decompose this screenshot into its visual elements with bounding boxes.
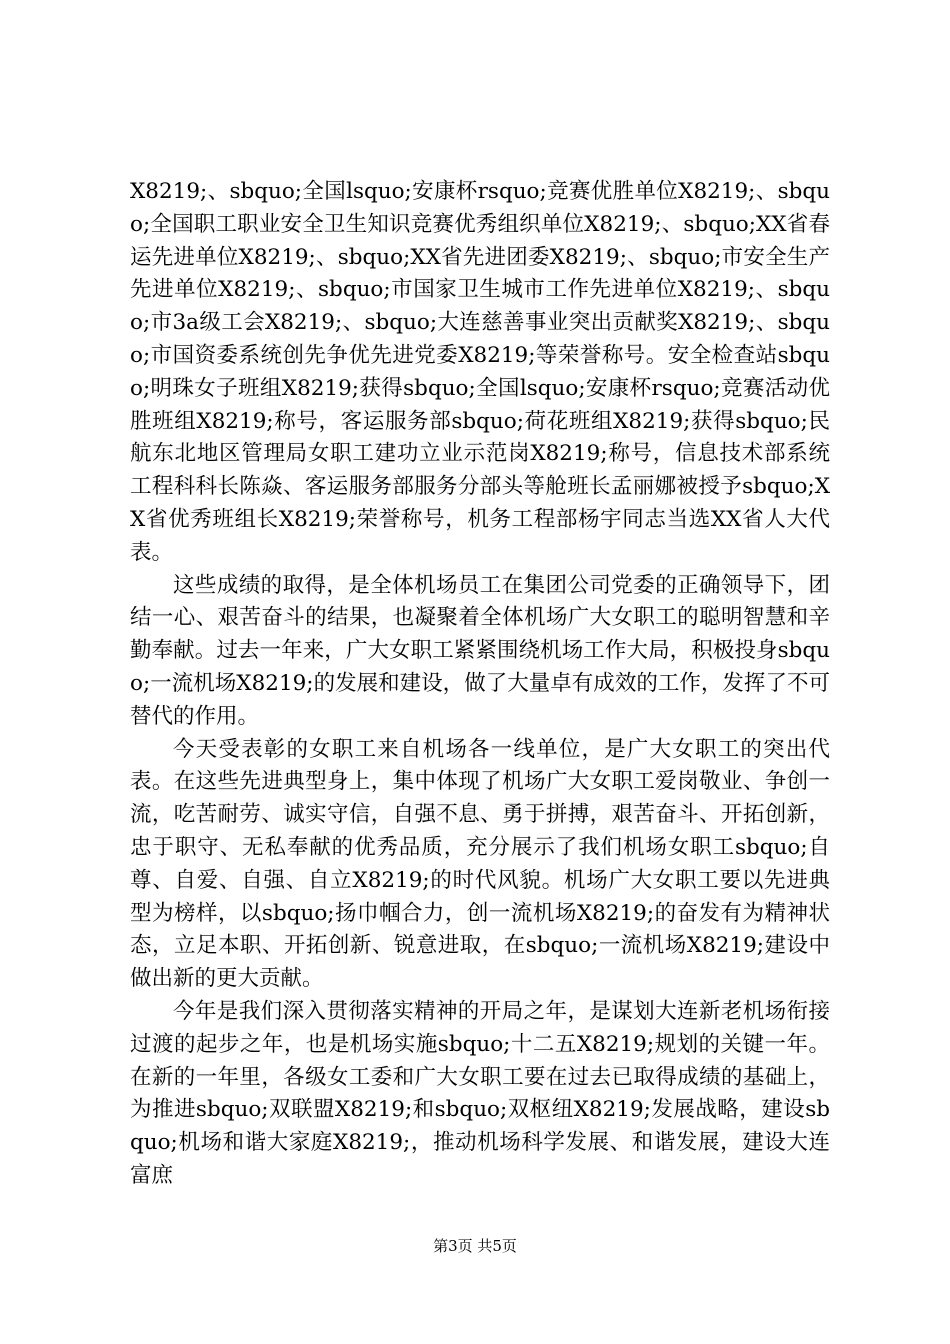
paragraph-3: 今天受表彰的女职工来自机场各一线单位，是广大女职工的突出代表。在这些先进典型身上，集中体现了机场广大女职工爱岗敬业、争创一流，吃苦耐劳、诚实守信，自强不息、勇于拼搏，艰苦奋斗、开拓创新，忠于职守、无私奉献的优秀品质，充分展示了我们机场女职工sbquo;自尊、自爱、自强、自立X8219;的时代风貌。机场广大女职工要以先进典型为榜样，以sbquo;扬巾帼合力，创一流机场X8219;的奋发有为精神状态，立足本职、开拓创新、锐意进取，在sbquo;一流机场X8219;建设中做出新的更大贡献。 bbox=[130, 736, 830, 992]
paragraph-1: X8219;、sbquo;全国lsquo;安康杯rsquo;竞赛优胜单位X8219;、sbquo;全国职工职业安全卫生知识竞赛优秀组织单位X8219;、sbquo;XX省春运先进单位X8219;、sbquo;XX省先进团委X8219;、sbquo;市安全生产先进单位X8219;、sbquo;市国家卫生城市工作先进单位X8219;、sbquo;市3a级工会X8219;、sbquo;大连慈善事业突出贡献奖X8219;、sbquo;市国资委系统创先争优先进党委X8219;等荣誉称号。安全检查站sbquo;明珠女子班组X8219;获得sbquo;全国lsquo;安康杯rsquo;竞赛活动优胜班组X8219;称号，客运服务部sbquo;荷花班组X8219;获得sbquo;民航东北地区管理局女职工建功立业示范岗X8219;称号，信息技术部系统工程科科长陈焱、客运服务部服务分部头等舱班长孟丽娜被授予sbquo;XX省优秀班组长X8219;荣誉称号，机务工程部杨宇同志当选XX省人大代表。 bbox=[130, 179, 830, 565]
paragraph-2: 这些成绩的取得，是全体机场员工在集团公司党委的正确领导下，团结一心、艰苦奋斗的结果，也凝聚着全体机场广大女职工的聪明智慧和辛勤奉献。过去一年来，广大女职工紧紧围绕机场工作大局，积极投身sbquo;一流机场X8219;的发展和建设，做了大量卓有成效的工作，发挥了不可替代的作用。 bbox=[130, 572, 830, 729]
paragraph-4: 今年是我们深入贯彻落实精神的开局之年，是谋划大连新老机场衔接过渡的起步之年，也是机场实施sbquo;十二五X8219;规划的关键一年。在新的一年里，各级女工委和广大女职工要在过去已取得成绩的基础上，为推进sbquo;双联盟X8219;和sbquo;双枢纽X8219;发展战略，建设sbquo;机场和谐大家庭X8219;，推动机场科学发展、和谐发展，建设大连富庶 bbox=[130, 998, 830, 1188]
page-footer: 第3页 共5页 bbox=[433, 1237, 517, 1255]
document-body bbox=[130, 176, 830, 1193]
